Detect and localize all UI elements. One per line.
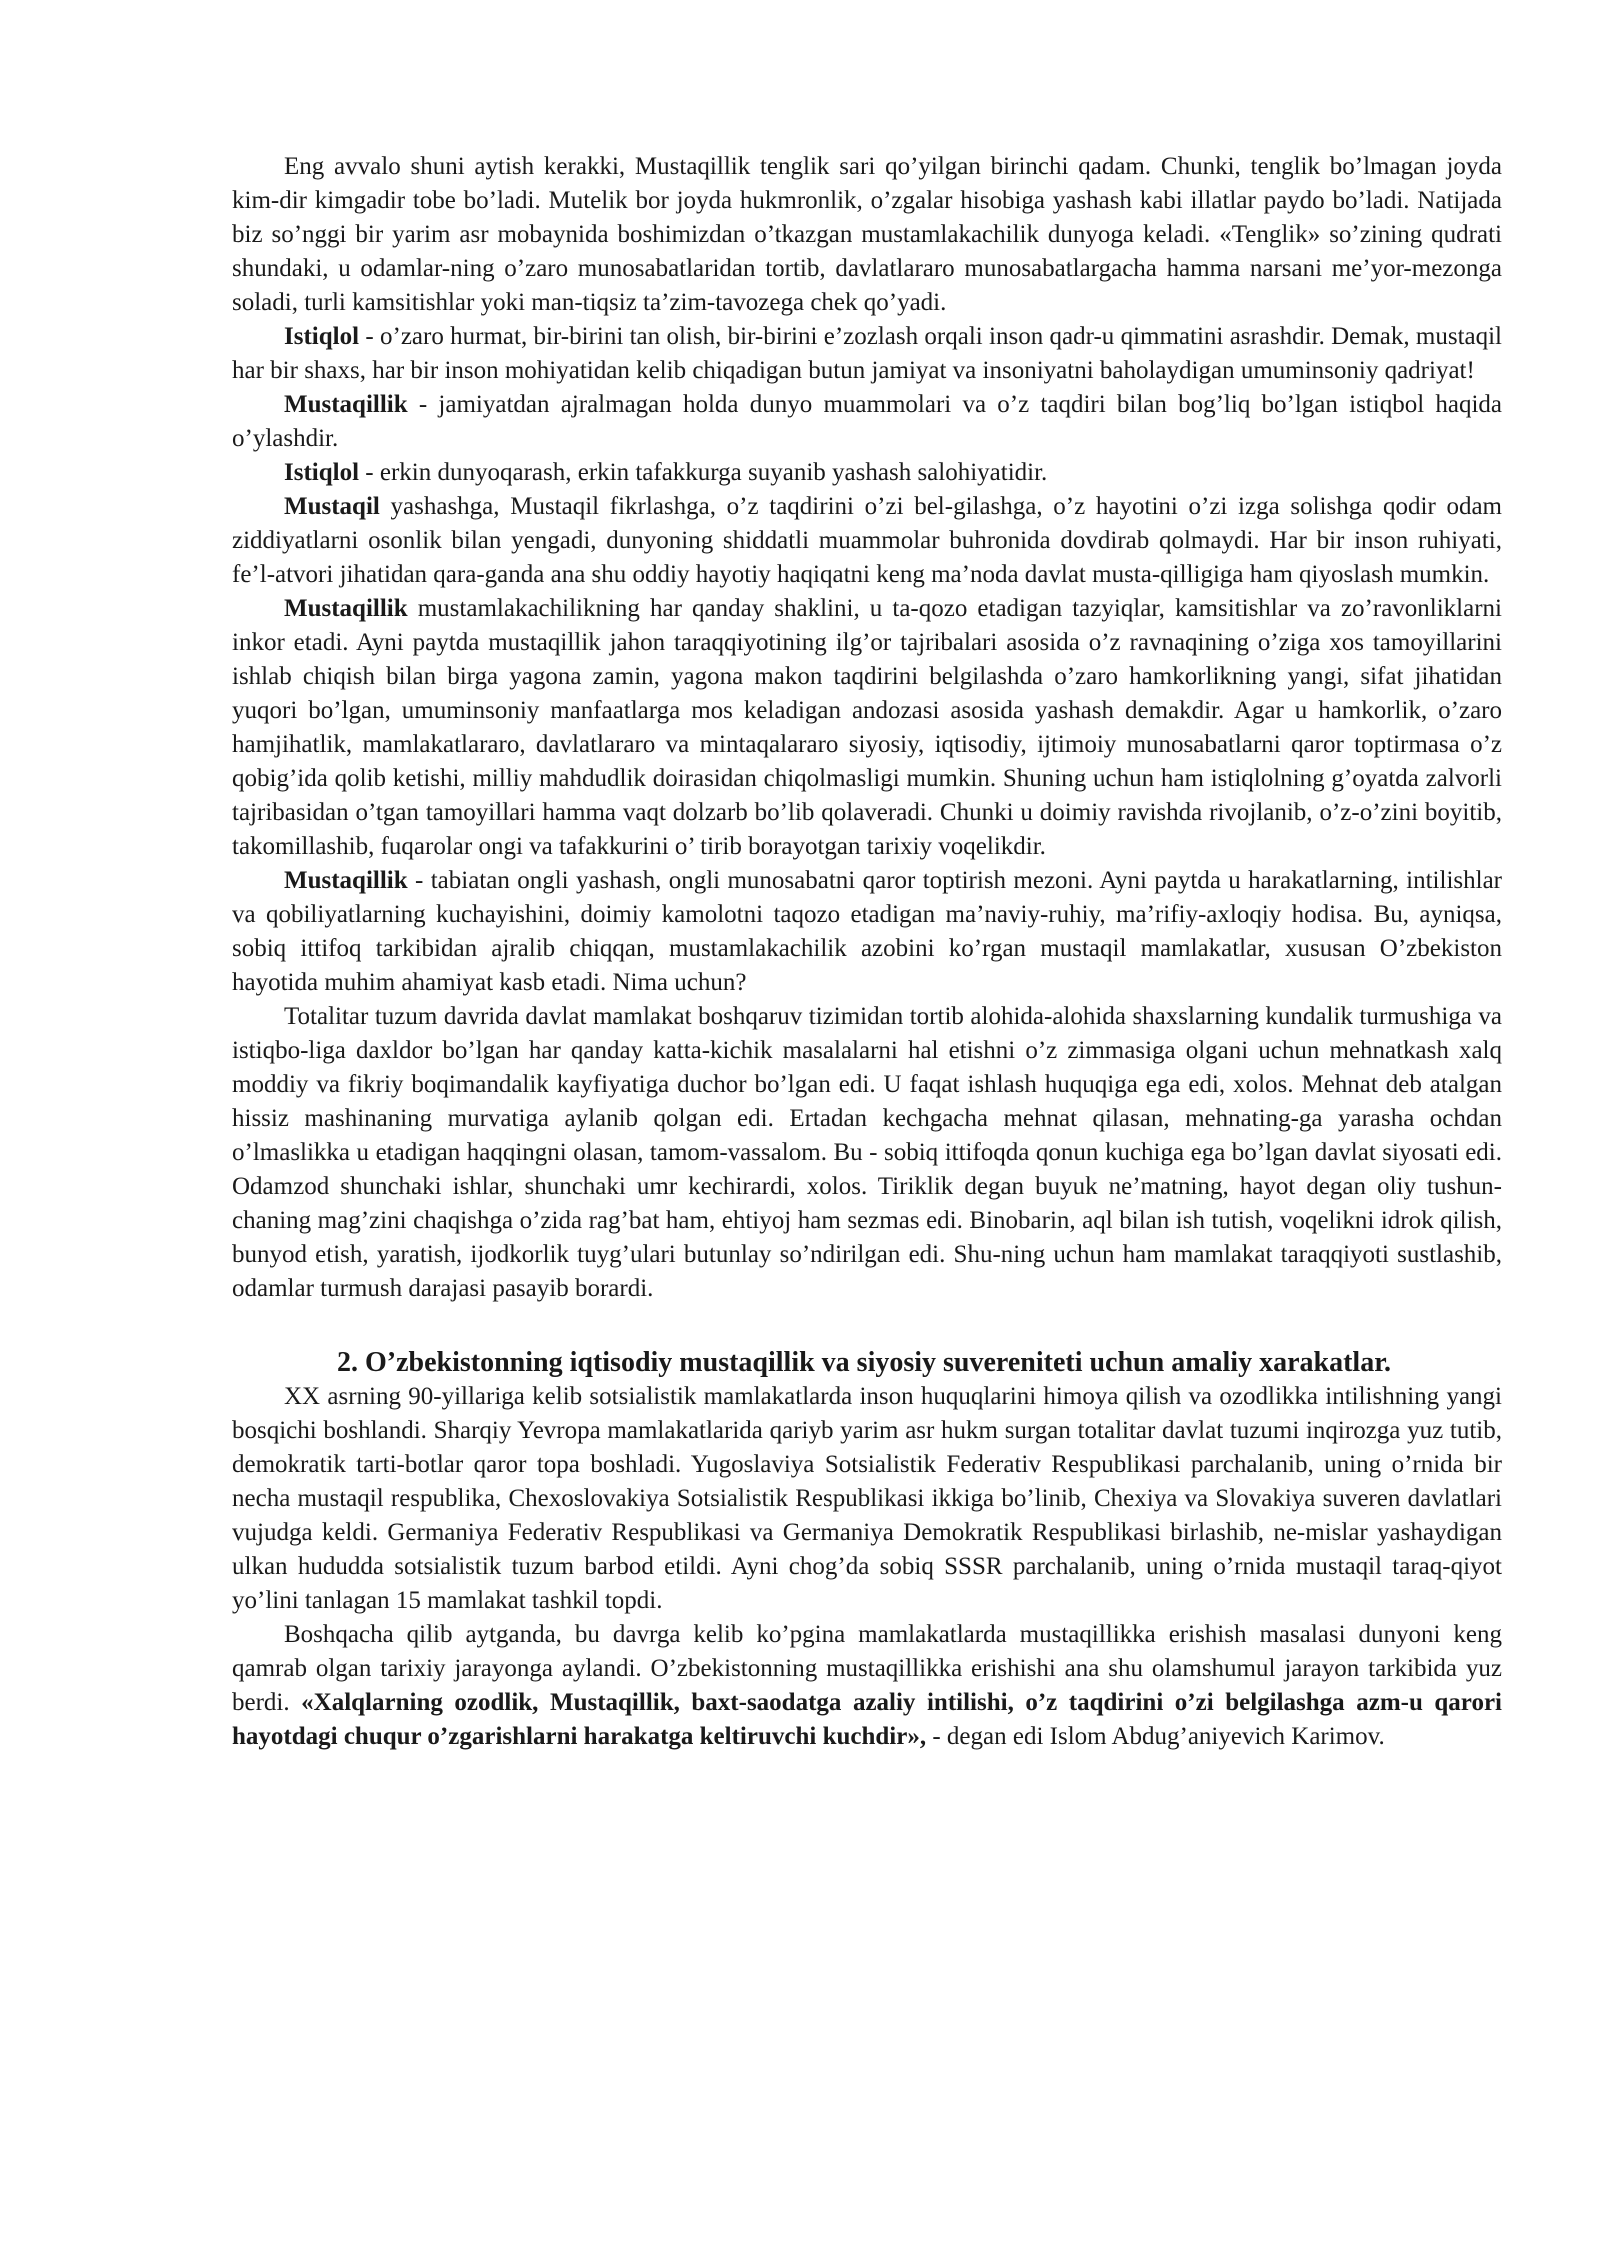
paragraph-mustaqillik-definition-1: [232, 388, 1502, 456]
term-lead: Istiqlol: [284, 323, 360, 350]
term-lead: Mustaqillik: [284, 867, 408, 894]
term-lead: Istiqlol: [284, 459, 360, 486]
section-number: 2.: [337, 1347, 358, 1378]
paragraph-text: - erkin dunyoqarash, erkin tafakkurga suyanib yashash salohiyatidir.: [359, 459, 1048, 486]
paragraph-istiqlol-definition-2: [232, 456, 1502, 490]
paragraph-text: XX asrning 90-yillariga kelib sotsialistik mamlakatlarda inson huquqlarini himoya qilish va ozodlikka intilishning yangi bosqichi boshlandi. Sharqiy Yevropa mamlakatlarida qariyb yarim asr hukm surgan totalitar davlat tuzumi inqirozga yuz tutib, demokratik tarti-botlar qaror topa boshladi. Yugoslaviya Sotsialistik Federativ Respublikasi parchalanib, uning o’rnida bir necha mustaqil respublika, Chexoslovakiya Sotsialistik Respublikasi ikkiga bo’linib, Chexiya va Slovakiya suveren davlatlari vujudga keldi. Germaniya Federativ Respublikasi va Germaniya Demokratik Respublikasi birlashib, ne-mislar yashaydigan ulkan hududda sotsialistik tuzum barbod etildi. Ayni chog’da sobiq SSSR parchalanib, uning o’rnida mustaqil taraq-qiyot yo’lini tanlagan 15 mamlakat tashkil topdi.: [232, 1383, 1502, 1614]
paragraph-xx-asr: [232, 1380, 1502, 1618]
paragraph-totalitar: [232, 1000, 1502, 1306]
document-page: [232, 150, 1502, 1754]
paragraph-istiqlol-definition-1: [232, 320, 1502, 388]
paragraph-text: Eng avvalo shuni aytish kerakki, Mustaqillik tenglik sari qo’yilgan birinchi qadam. Chunki, tenglik bo’lmagan joyda kim-dir kimgadir tobe bo’ladi. Mutelik bor joyda hukmronlik, o’zgalar hisobiga yashash kabi illatlar paydo bo’ladi. Natijada biz so’nggi bir yarim asr mobaynida boshimizdan o’tkazgan mustamlakachilik dunyoga keladi. «Tenglik» so’zining qudrati shundaki, u odamlar-ning o’zaro munosabatlaridan tortib, davlatlararo munosabatlargacha hamma narsani me’yor-mezonga soladi, turli kamsitishlar yoki man-tiqsiz ta’zim-tavozega chek qo’yadi.: [232, 153, 1502, 316]
paragraph-mustaqillik-definition-2: [232, 592, 1502, 864]
section-title: O’zbekistonning iqtisodiy mustaqillik va siyosiy suvereniteti uchun amaliy xarakatlar.: [365, 1347, 1392, 1378]
paragraph-quote: [232, 1618, 1502, 1754]
paragraph-text: mustamlakachilikning har qanday shaklini, u ta-qozo etadigan tazyiqlar, kamsitishlar va zo’ravonliklarni inkor etadi. Ayni paytda mustaqillik jahon taraqqiyotining ilg’or tajribalari asosida o’z ravnaqining o’ziga xos tamoyillarini ishlab chiqish bilan birga yagona zamin, yagona makon taqdirini belgilashda o’zaro hamkorlikning yangi, sifat jihatidan yuqori bo’lgan, umuminsoniy manfaatlarga mos keladigan andozasi asosida yashash demakdir. Agar u hamkorlik, o’zaro hamjihatlik, mamlakatlararo, davlatlararo va mintaqalararo siyosiy, iqtisodiy, ijtimoiy munosabatlarni qaror toptirmasa o’z qobig’ida qolib ketishi, milliy mahdudlik doirasidan chiqolmasligi mumkin. Shuning uchun ham istiqlolning g’oyatda zalvorli tajribasidan o’tgan tamoyillari hamma vaqt dolzarb bo’lib qolaveradi. Chunki u doimiy ravishda rivojlanib, o’z-o’zini boyitib, takomillashib, fuqarolar ongi va tafakkurini o’ tirib borayotgan tarixiy voqelikdir.: [232, 595, 1502, 860]
paragraph-text: - jamiyatdan ajralmagan holda dunyo muammolari va o’z taqdiri bilan bog’liq bo’lgan istiqbol haqida o’ylashdir.: [232, 391, 1502, 452]
paragraph-text: Totalitar tuzum davrida davlat mamlakat boshqaruv tizimidan tortib alohida-alohida shaxslarning kundalik turmushiga va istiqbo-liga daxldor bo’lgan har qanday katta-kichik masalalarni hal etishni o’z zimmasiga olgani uchun mehnatkash xalq moddiy va fikriy boqimandalik kayfiyatiga duchor bo’lgan edi. U faqat ishlash huquqiga ega edi, xolos. Mehnat deb atalgan hissiz mashinaning murvatiga aylanib qolgan edi. Ertadan kechgacha mehnat qilasan, mehnating-ga yarasha ochdan o’lmaslikka u etadigan haqqingni olasan, tamom-vassalom. Bu - sobiq ittifoqda qonun kuchiga ega bo’lgan davlat siyosati edi. Odamzod shunchaki ishlar, shunchaki umr kechirardi, xolos. Tiriklik degan buyuk ne’matning, hayot degan oliy tushun-chaning mag’zini chaqishga o’zida rag’bat ham, ehtiyoj ham sezmas edi. Binobarin, aql bilan ish tutish, voqelikni idrok qilish, bunyod etish, yaratish, ijodkorlik tuyg’ulari butunlay so’ndirilgan edi. Shu-ning uchun ham mamlakat taraqqiyoti sustlashib, odamlar turmush darajasi pasayib borardi.: [232, 1003, 1502, 1302]
paragraph-text: Boshqacha qilib aytganda, bu davrga kelib ko’pgina mamlakatlarda mustaqillikka erishish masalasi dunyoni keng qamrab olgan tarixiy jarayonga aylandi. O’zbekistonning mustaqillikka erishishi ana shu olamshumul jarayon tarkibida yuz berdi.: [232, 1621, 1502, 1716]
quote-attribution: - degan edi Islom Abdug’aniyevich Karimov.: [926, 1723, 1385, 1750]
paragraph-mustaqil: [232, 490, 1502, 592]
paragraph-text: - o’zaro hurmat, bir-birini tan olish, bir-birini e’zozlash orqali inson qadr-u qimmatini asrashdir. Demak, mustaqil har bir shaxs, har bir inson mohiyatidan kelib chiqadigan butun jamiyat va insoniyatni baholaydigan umuminsoniy qadriyat!: [232, 323, 1502, 384]
quote-text: «Xalqlarning ozodlik, Mustaqillik, baxt-saodatga azaliy intilishi, o’z taqdirini o’zi belgilashga azm-u qarori hayotdagi chuqur o’zgarishlarni harakatga keltiruvchi kuchdir»,: [232, 1689, 1502, 1750]
paragraph-text: yashashga, Mustaqil fikrlashga, o’z taqdirini o’zi bel-gilashga, o’z hayotini o’zi izga solishga qodir odam ziddiyatlarni osonlik bilan yengadi, dunyoning shiddatli muammolar buhronida dovdirab qolmaydi. Har bir inson ruhiyati, fe’l-atvori jihatidan qara-ganda ana shu oddiy hayotiy haqiqatni keng ma’noda davlat musta-qilligiga ham qiyoslash mumkin.: [232, 493, 1502, 588]
term-lead: Mustaqil: [284, 493, 380, 520]
paragraph-text: - tabiatan ongli yashash, ongli munosabatni qaror toptirish mezoni. Ayni paytda u harakatlarning, intilishlar va qobiliyatlarning kuchayishini, doimiy kamolotni taqozo etadigan ma’naviy-ruhiy, ma’rifiy-axloqiy hodisa. Bu, ayniqsa, sobiq ittifoq tarkibidan ajralib chiqqan, mustamlakachilik azobini ko’rgan mustaqil mamlakatlar, xususan O’zbekiston hayotida muhim ahamiyat kasb etadi. Nima uchun?: [232, 867, 1502, 996]
paragraph-1: [232, 150, 1502, 320]
paragraph-mustaqillik-definition-3: [232, 864, 1502, 1000]
term-lead: Mustaqillik: [284, 391, 408, 418]
section-heading: [232, 1346, 1502, 1380]
term-lead: Mustaqillik: [284, 595, 408, 622]
